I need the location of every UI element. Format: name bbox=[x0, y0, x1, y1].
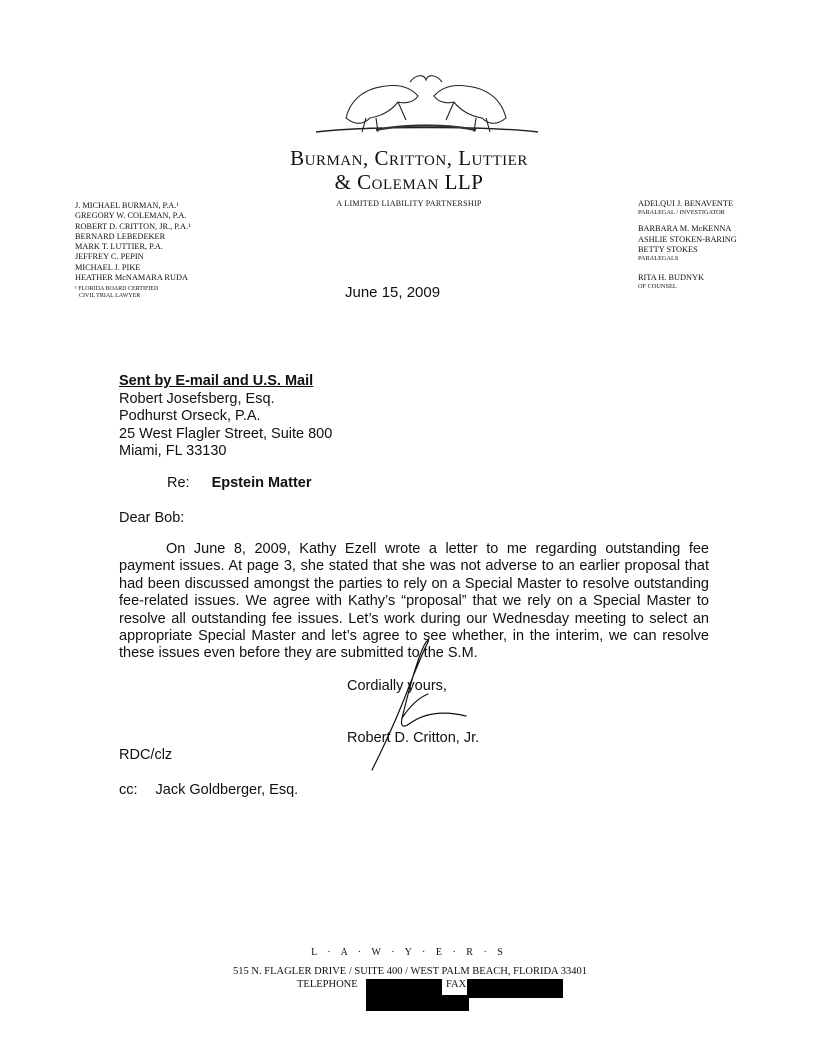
staff-role: PARALEGAL / INVESTIGATOR bbox=[638, 209, 725, 217]
staff-list bbox=[638, 199, 788, 291]
staff-role: OF COUNSEL bbox=[638, 283, 677, 291]
firm-subtitle: A LIMITED LIABILITY PARTNERSHIP bbox=[336, 199, 482, 208]
partner-name: BERNARD LEBEDEKER bbox=[75, 231, 166, 241]
letter-date: June 15, 2009 bbox=[345, 284, 441, 301]
footer-address: 515 N. FLAGLER DRIVE / SUITE 400 / WEST PALM BEACH, FLORIDA 33401 bbox=[233, 966, 587, 977]
staff-role: PARALEGALS bbox=[638, 255, 679, 263]
staff-name: ASHLIE STOKEN-BARING bbox=[638, 234, 737, 244]
certification-note-line2: CIVIL TRIAL LAWYER bbox=[79, 293, 141, 300]
recipient-firm: Podhurst Orseck, P.A. bbox=[119, 408, 261, 424]
partner-name: MICHAEL J. PIKE bbox=[75, 262, 141, 272]
re-label: Re: bbox=[167, 475, 190, 491]
partner-name: HEATHER McNAMARA RUDA bbox=[75, 273, 188, 283]
partner-name: ROBERT D. CRITTON, JR., P.A.¹ bbox=[75, 221, 191, 231]
partners-list bbox=[75, 201, 245, 300]
staff-name: RITA H. BUDNYK bbox=[638, 273, 704, 283]
footer-fax-label: FAX bbox=[446, 979, 467, 990]
recipient-city: Miami, FL 33130 bbox=[119, 443, 227, 459]
partner-name: GREGORY W. COLEMAN, P.A. bbox=[75, 211, 187, 221]
cc-line bbox=[119, 782, 298, 798]
partner-name: MARK T. LUTTIER, P.A. bbox=[75, 242, 163, 252]
body-paragraph: On June 8, 2009, Kathy Ezell wrote a letter to me regarding outstanding fee payment issues. At page 3, she stated that she was not adverse to an earlier proposal that had been discussed amongst the parties to rely on a Special Master to resolve outstanding fee-related issues. We agree with Kathy’s “proposal” that we rely on a Special Master to resolve all outstanding fee issues. Let’s work during our Wednesday meeting to select an appropriate Special Master and let’s agree to see whether, in the interim, we can resolve these issues even before they are submitted to the S.M. bbox=[119, 541, 709, 662]
certification-note bbox=[75, 286, 245, 300]
re-line bbox=[167, 475, 312, 491]
firm-name bbox=[230, 146, 588, 194]
staff-name: ADELQUI J. BENAVENTE bbox=[638, 199, 734, 208]
firm-name-line1: Burman, Critton, Luttier bbox=[290, 146, 528, 170]
recipient-block bbox=[119, 373, 332, 461]
delivery-method: Sent by E-mail and U.S. Mail bbox=[119, 373, 314, 389]
cc-label: cc: bbox=[119, 782, 138, 798]
typist-initials: RDC/clz bbox=[119, 747, 173, 763]
certification-note-line1: ¹ FLORIDA BOARD CERTIFIED bbox=[75, 286, 159, 293]
closing: Cordially yours, bbox=[347, 678, 447, 694]
footer-lawyers: L · A · W · Y · E · R · S bbox=[311, 947, 507, 958]
partner-name: J. MICHAEL BURMAN, P.A.¹ bbox=[75, 201, 179, 210]
firm-name-line2: & Coleman LLP bbox=[334, 170, 484, 194]
recipient-street: 25 West Flagler Street, Suite 800 bbox=[119, 425, 333, 442]
redaction-box bbox=[366, 995, 469, 1011]
firm-logo bbox=[306, 68, 546, 140]
recipient-name: Robert Josefsberg, Esq. bbox=[119, 390, 275, 407]
salutation: Dear Bob: bbox=[119, 510, 185, 526]
re-subject: Epstein Matter bbox=[211, 475, 312, 491]
partner-name: JEFFREY C. PEPIN bbox=[75, 252, 144, 262]
footer-telephone-label: TELEPHONE bbox=[297, 979, 358, 990]
staff-name: BARBARA M. McKENNA bbox=[638, 224, 732, 234]
cc-recipient: Jack Goldberger, Esq. bbox=[155, 782, 299, 798]
redaction-box bbox=[467, 979, 563, 998]
staff-name: BETTY STOKES bbox=[638, 244, 698, 254]
signature bbox=[364, 636, 476, 774]
signer-name: Robert D. Critton, Jr. bbox=[347, 730, 480, 746]
